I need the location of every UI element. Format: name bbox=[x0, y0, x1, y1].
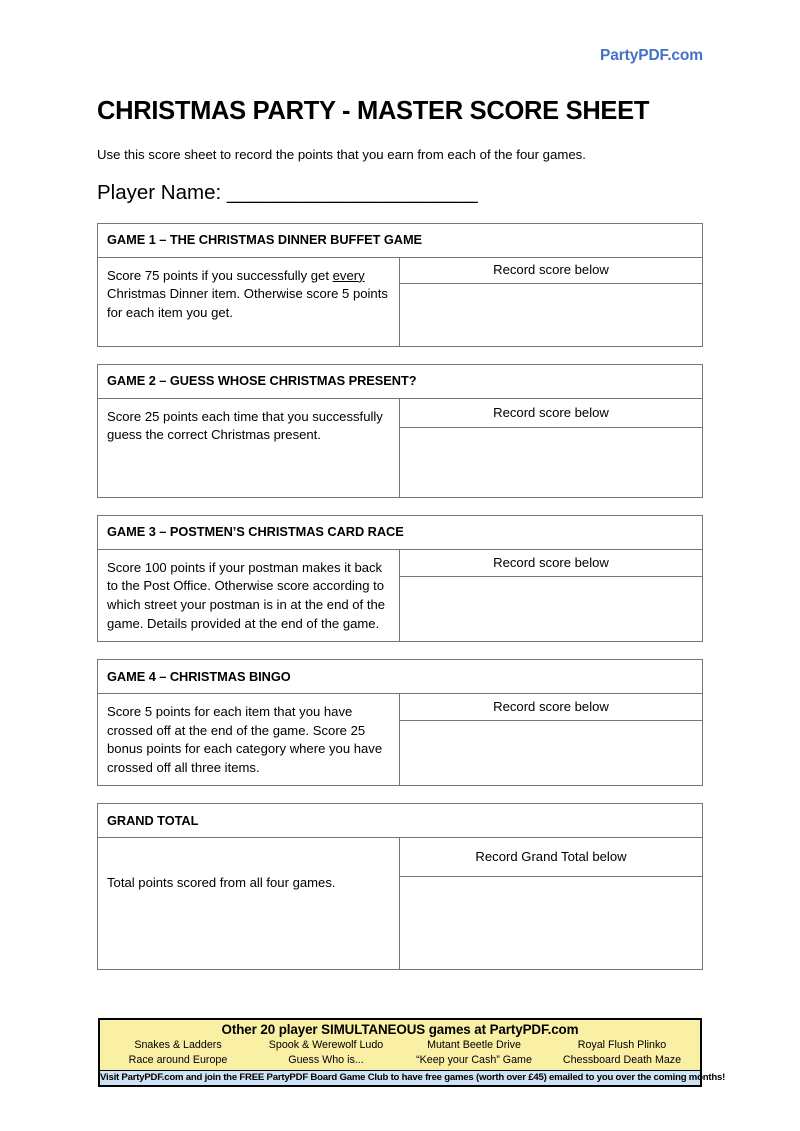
grand-total-score-input[interactable] bbox=[399, 877, 702, 970]
grand-total-description: Total points scored from all four games. bbox=[107, 875, 336, 891]
table-row bbox=[98, 660, 703, 694]
game-4-description-cell bbox=[98, 694, 400, 786]
game-2-description-cell bbox=[98, 398, 400, 497]
game-3-record-label-cell bbox=[399, 549, 702, 576]
grand-total-table bbox=[97, 803, 703, 970]
list-item: Spook & Werewolf Ludo bbox=[268, 1039, 384, 1051]
game-4-record-label-cell bbox=[399, 694, 702, 721]
game-2-score-input[interactable] bbox=[399, 427, 702, 497]
document-content bbox=[97, 0, 703, 970]
game-1-score-input[interactable] bbox=[399, 283, 702, 346]
promo-call-to-action[interactable]: Visit PartyPDF.com and join the FREE PartyPDF Board Game Club to have free games (worth over £45) emailed to you over the coming months! bbox=[100, 1072, 726, 1084]
game-3-record-label: Record score below bbox=[493, 554, 609, 570]
list-item: Race around Europe bbox=[128, 1054, 228, 1067]
list-item: Mutant Beetle Drive bbox=[427, 1039, 521, 1051]
game-2-table bbox=[97, 364, 703, 498]
game-4-heading: GAME 4 – CHRISTMAS BINGO bbox=[107, 668, 291, 684]
table-row bbox=[98, 257, 703, 283]
promo-game-list bbox=[100, 1038, 700, 1070]
table-row bbox=[98, 515, 703, 549]
game-1-description bbox=[107, 267, 389, 323]
list-item: “Keep your Cash” Game bbox=[416, 1054, 532, 1067]
game-1-table bbox=[97, 223, 703, 347]
list-item: Guess Who is... bbox=[288, 1054, 364, 1067]
game-3-description: Score 100 points if your postman makes it back to the Post Office. Otherwise score according to which street your postman is in at the end of the game. Details provided at the end of the game. bbox=[107, 559, 386, 631]
grand-total-record-label: Record Grand Total below bbox=[475, 849, 627, 865]
game-1-record-label: Record score below bbox=[493, 262, 609, 278]
game-1-description-part2: Christmas Dinner item. Otherwise score 5 points for each item you get. bbox=[107, 286, 388, 320]
grand-total-heading-cell bbox=[98, 804, 703, 838]
player-name-field-label[interactable]: Player Name: ______________________ bbox=[97, 181, 478, 205]
game-2-record-label-cell bbox=[399, 398, 702, 427]
list-item: Chessboard Death Maze bbox=[562, 1054, 682, 1067]
game-2-heading: GAME 2 – GUESS WHOSE CHRISTMAS PRESENT? bbox=[107, 373, 417, 389]
grand-total-description-cell bbox=[98, 838, 400, 970]
game-4-description: Score 5 points for each item that you have crossed off at the end of the game. Score 25 bonus points for each category where you have crossed off all three items. bbox=[107, 704, 383, 775]
game-1-heading-cell bbox=[98, 223, 703, 257]
game-4-table bbox=[97, 659, 703, 786]
promo-footer-box bbox=[98, 1018, 726, 1087]
promo-title: Other 20 player SIMULTANEOUS games at PartyPDF.com bbox=[221, 1022, 579, 1037]
game-1-record-label-cell bbox=[399, 257, 702, 283]
list-item: Royal Flush Plinko bbox=[577, 1039, 667, 1051]
game-1-description-part1: Score 75 points if you successfully get bbox=[107, 267, 333, 283]
grand-total-heading: GRAND TOTAL bbox=[107, 812, 199, 828]
grand-total-record-label-cell bbox=[399, 838, 702, 877]
game-3-heading: GAME 3 – POSTMEN’S CHRISTMAS CARD RACE bbox=[107, 524, 404, 540]
game-4-score-input[interactable] bbox=[399, 721, 702, 786]
game-2-heading-cell bbox=[98, 364, 703, 398]
page-title: CHRISTMAS PARTY - MASTER SCORE SHEET bbox=[97, 97, 650, 125]
game-4-heading-cell bbox=[98, 660, 703, 694]
list-item: Snakes & Ladders bbox=[134, 1039, 222, 1051]
table-row bbox=[98, 398, 703, 427]
table-row bbox=[98, 549, 703, 576]
table-row bbox=[98, 804, 703, 838]
table-row bbox=[98, 364, 703, 398]
table-row bbox=[98, 838, 703, 877]
game-1-description-emphasis: every bbox=[332, 267, 365, 283]
table-row bbox=[98, 694, 703, 721]
page-subtitle: Use this score sheet to record the points that you earn from each of the four games. bbox=[97, 147, 586, 163]
table-row bbox=[98, 223, 703, 257]
game-2-record-label: Record score below bbox=[493, 404, 609, 420]
game-2-description: Score 25 points each time that you successfully guess the correct Christmas present. bbox=[107, 408, 383, 443]
game-4-record-label: Record score below bbox=[493, 699, 609, 715]
game-1-description-cell bbox=[98, 257, 400, 346]
game-1-heading: GAME 1 – THE CHRISTMAS DINNER BUFFET GAME bbox=[107, 232, 423, 248]
game-3-table bbox=[97, 515, 703, 642]
game-3-heading-cell bbox=[98, 515, 703, 549]
game-3-score-input[interactable] bbox=[399, 576, 702, 641]
game-3-description-cell bbox=[98, 549, 400, 641]
partypdf-link[interactable]: PartyPDF.com bbox=[599, 47, 703, 64]
